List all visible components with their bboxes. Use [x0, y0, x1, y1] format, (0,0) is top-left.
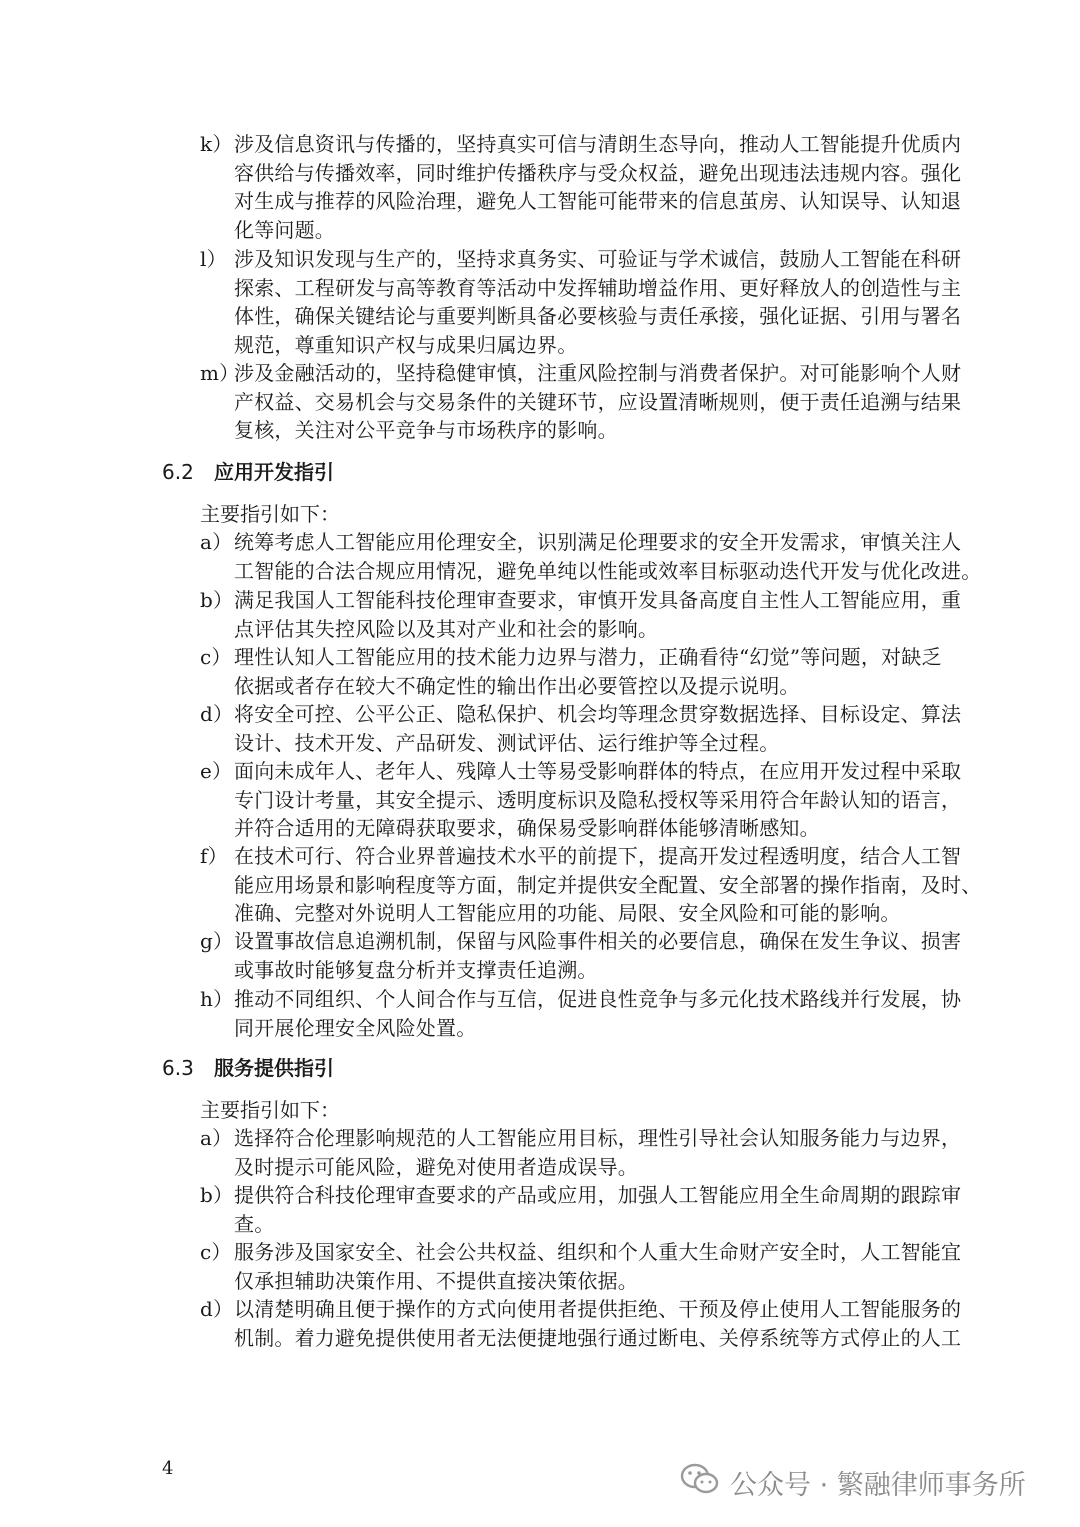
- item-line: 在技术可行、符合业界普遍技术水平的前提下，提高开发过程透明度，结合人工智: [234, 844, 962, 868]
- item-line: 涉及金融活动的，坚持稳健审慎，注重风险控制与消费者保护。对可能影响个人财: [234, 361, 962, 385]
- item-marker: k）: [200, 132, 233, 156]
- item-marker: a）: [200, 530, 233, 554]
- list-item-a: [200, 528, 982, 585]
- item-line: 同开展伦理安全风险处置。: [234, 1015, 477, 1040]
- item-line: 产权益、交易机会与交易条件的关键环节，应设置清晰规则，便于责任追溯与结果: [234, 389, 962, 414]
- item-line: 仅承担辅助决策作用、不提供直接决策依据。: [234, 1268, 638, 1293]
- section-intro: 主要指引如下：: [200, 502, 340, 526]
- item-line: 探索、工程研发与高等教育等活动中发挥辅助增益作用、更好释放人的创造性与主: [234, 275, 962, 300]
- item-line: 以清楚明确且便于操作的方式向使用者提供拒绝、干预及停止使用人工智能服务的: [234, 1297, 962, 1321]
- item-line: 专门设计考量，其安全提示、透明度标识及隐私授权等采用符合年龄认知的语言，: [234, 787, 962, 812]
- item-marker: a）: [200, 1126, 233, 1150]
- list-item-h: [200, 985, 962, 1042]
- item-line: 点评估其失控风险以及其对产业和社会的影响。: [234, 616, 659, 641]
- watermark-text: 公众号 · 繁融律师事务所: [730, 1469, 1026, 1501]
- item-marker: c）: [200, 645, 232, 669]
- item-line: 规范，尊重知识产权与成果归属边界。: [234, 332, 578, 357]
- item-line: 提供符合科技伦理审查要求的产品或应用，加强人工智能应用全生命周期的跟踪审: [234, 1183, 962, 1207]
- item-marker: g）: [200, 929, 234, 953]
- item-marker: l）: [200, 247, 227, 271]
- list-item-a: [200, 1124, 962, 1181]
- item-marker: c）: [200, 1240, 232, 1264]
- item-marker: f）: [200, 844, 228, 868]
- section-intro: 主要指引如下：: [200, 1098, 340, 1122]
- list-item-d: [200, 1295, 962, 1352]
- list-item-b: [200, 1181, 962, 1238]
- item-marker: d）: [200, 702, 234, 726]
- item-line: 统筹考虑人工智能应用伦理安全，识别满足伦理要求的安全开发需求，审慎关注人: [234, 530, 962, 554]
- item-line: 及时提示可能风险，避免对使用者造成误导。: [234, 1154, 638, 1179]
- item-marker: d）: [200, 1297, 234, 1321]
- list-item-c: [200, 643, 942, 700]
- list-item-m: [200, 359, 962, 445]
- list-item-e: [200, 757, 962, 843]
- page-number: 4: [162, 1458, 174, 1479]
- item-line: 涉及知识发现与生产的，坚持求真务实、可验证与学术诚信，鼓励人工智能在科研: [234, 247, 962, 271]
- section-heading-6-2: [162, 458, 334, 486]
- item-marker: b）: [200, 588, 234, 612]
- item-line: 机制。着力避免提供使用者无法便捷地强行通过断电、关停系统等方式停止的人工: [234, 1325, 962, 1350]
- item-line: 选择符合伦理影响规范的人工智能应用目标，理性引导社会认知服务能力与边界，: [234, 1126, 962, 1150]
- item-line: 对生成与推荐的风险治理，避免人工智能可能带来的信息茧房、认知误导、认知退: [234, 189, 962, 213]
- item-line: 或事故时能够复盘分析并支撑责任追溯。: [234, 957, 598, 982]
- item-line: 将安全可控、公平公正、隐私保护、机会均等理念贯穿数据选择、目标设定、算法: [234, 702, 962, 726]
- item-marker: b）: [200, 1183, 234, 1207]
- section-number: 6.3: [162, 1056, 194, 1080]
- wechat-icon: [680, 1462, 720, 1503]
- section-title: 应用开发指引: [214, 460, 334, 484]
- item-line: 面向未成年人、老年人、残障人士等易受影响群体的特点，在应用开发过程中采取: [234, 759, 962, 783]
- item-line: 设计、技术开发、产品研发、测试评估、运行维护等全过程。: [234, 730, 780, 755]
- list-item-k: [200, 130, 962, 244]
- item-line: 服务涉及国家安全、社会公共权益、组织和个人重大生命财产安全时，人工智能宜: [234, 1240, 962, 1264]
- item-marker: m）: [200, 361, 240, 385]
- list-item-l: [200, 245, 962, 359]
- list-item-d: [200, 700, 962, 757]
- item-line: 并符合适用的无障碍获取要求，确保易受影响群体能够清晰感知。: [234, 816, 820, 840]
- item-marker: h）: [200, 987, 234, 1011]
- item-line: 能应用场景和影响程度等方面，制定并提供安全配置、安全部署的操作指南，及时、: [234, 872, 982, 897]
- item-line: 容供给与传播效率，同时维护传播秩序与受众权益，避免出现违法违规内容。强化: [234, 160, 962, 185]
- item-line: 准确、完整对外说明人工智能应用的功能、局限、安全风险和可能的影响。: [234, 901, 901, 925]
- item-line: 体性，确保关键结论与重要判断具备必要核验与责任承接，强化证据、引用与署名: [234, 304, 962, 328]
- item-line: 工智能的合法合规应用情况，避免单纯以性能或效率目标驱动迭代开发与优化改进。: [234, 558, 982, 583]
- list-item-c: [200, 1238, 962, 1295]
- list-item-f: [200, 842, 982, 928]
- item-line: 推动不同组织、个人间合作与互信，促进良性竞争与多元化技术路线并行发展，协: [234, 987, 962, 1011]
- watermark: [680, 1462, 1026, 1502]
- section-heading-6-3: [162, 1054, 334, 1082]
- item-line: 化等问题。: [234, 217, 335, 242]
- item-line: 复核，关注对公平竞争与市场秩序的影响。: [234, 418, 618, 442]
- item-marker: e）: [200, 759, 233, 783]
- item-line: 涉及信息资讯与传播的，坚持真实可信与清朗生态导向，推动人工智能提升优质内: [234, 132, 962, 156]
- section-number: 6.2: [162, 460, 194, 484]
- list-item-b: [200, 586, 962, 643]
- section-title: 服务提供指引: [214, 1056, 334, 1080]
- list-item-g: [200, 927, 962, 984]
- item-line: 依据或者存在较大不确定性的输出作出必要管控以及提示说明。: [234, 673, 800, 698]
- item-line: 查。: [234, 1211, 275, 1236]
- item-line: 理性认知人工智能应用的技术能力边界与潜力，正确看待“幻觉”等问题，对缺乏: [234, 645, 942, 669]
- item-line: 设置事故信息追溯机制，保留与风险事件相关的必要信息，确保在发生争议、损害: [234, 929, 962, 953]
- item-line: 满足我国人工智能科技伦理审查要求，审慎开发具备高度自主性人工智能应用，重: [234, 588, 962, 612]
